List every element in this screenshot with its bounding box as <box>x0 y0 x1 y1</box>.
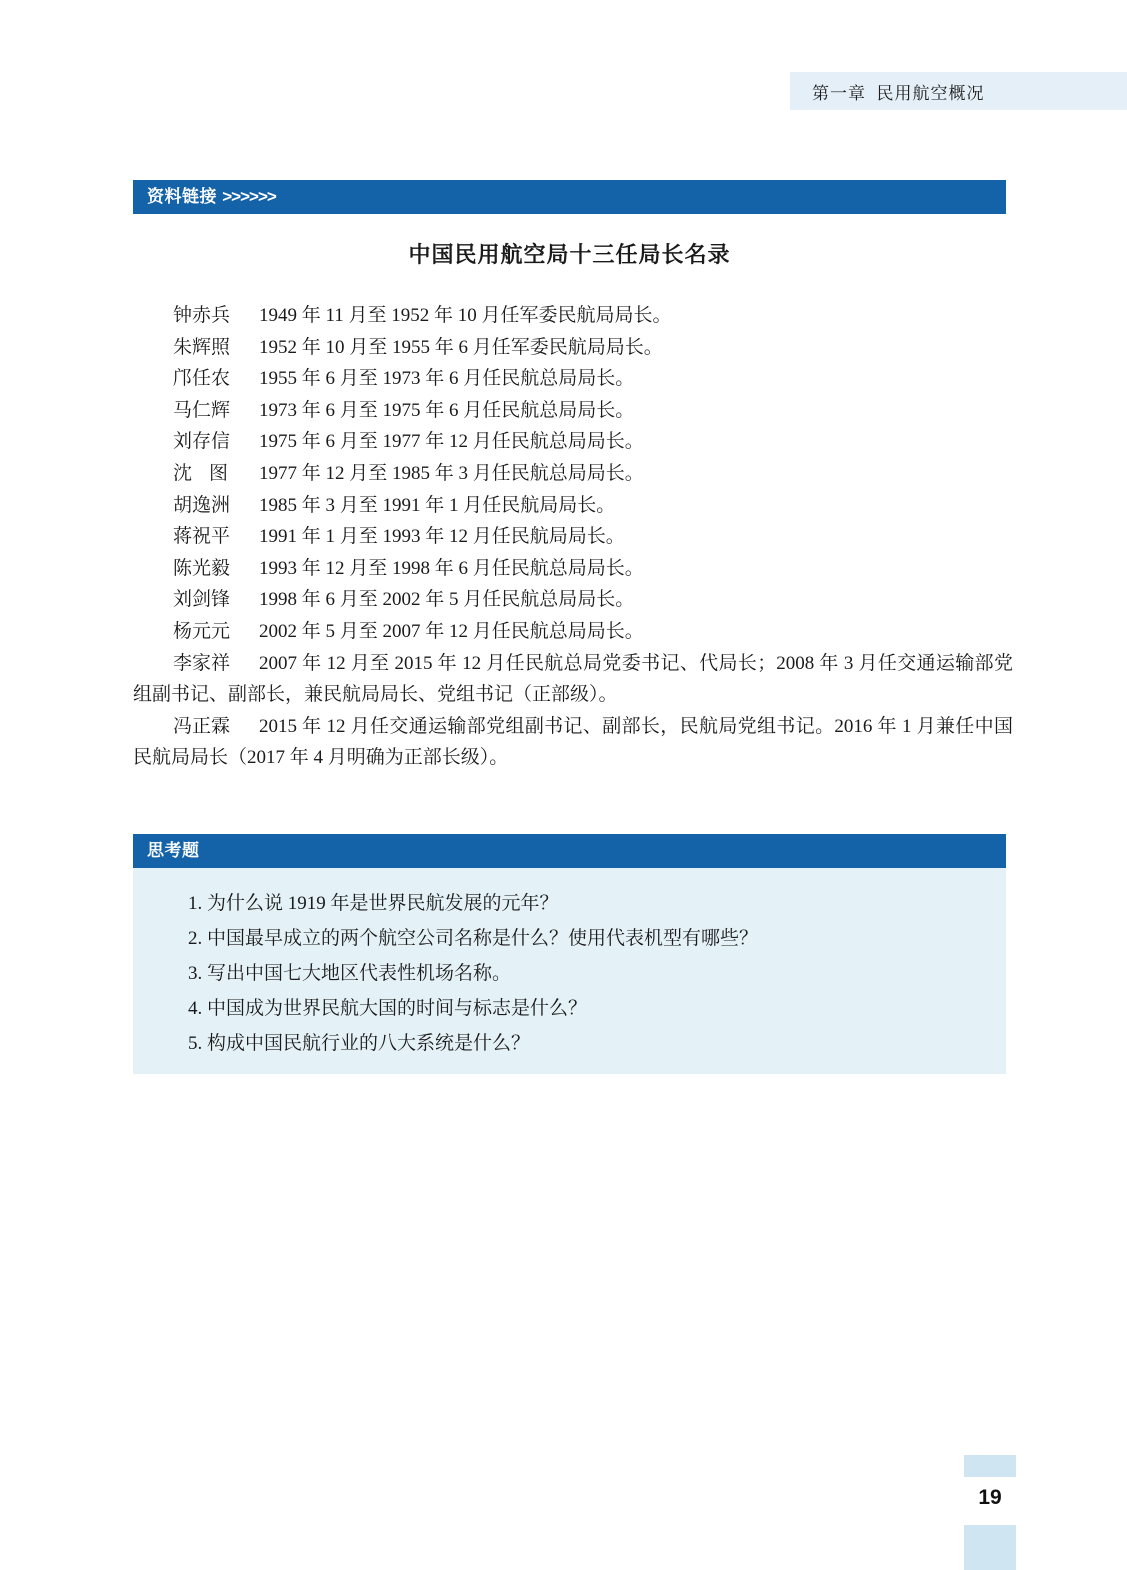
footer-decoration-top <box>964 1455 1016 1477</box>
roster-name: 蒋祝平 <box>173 526 231 548</box>
section-bar-ziliao <box>133 180 1006 214</box>
section-bar-arrows: >>>>>> <box>222 187 276 206</box>
roster-text: 1949 年 11 月至 1952 年 10 月任军委民航局局长。 <box>259 305 672 326</box>
roster-name: 刘存信 <box>173 431 231 453</box>
roster-row <box>133 332 1013 364</box>
roster-text: 1985 年 3 月至 1991 年 1 月任民航局局长。 <box>259 494 616 516</box>
questions-box <box>133 868 1006 1074</box>
question-item: 2. 中国最早成立的两个航空公司名称是什么？使用代表机型有哪些？ <box>188 928 759 949</box>
roster-name: 沈图 <box>173 462 246 484</box>
roster-text: 1975 年 6 月至 1977 年 12 月任民航总局局长。 <box>259 431 644 453</box>
roster-paragraph <box>133 648 1013 711</box>
roster-text: 2015 年 12 月任交通运输部党组副书记、副部长，民航局党组书记。2016 年 1 月兼任中国民航局局长（2017 年 4 月明确为正部长级）。 <box>133 715 1013 769</box>
roster-text: 1955 年 6 月至 1973 年 6 月任民航总局局长。 <box>259 368 635 390</box>
question-item: 5. 构成中国民航行业的八大系统是什么？ <box>188 1033 531 1054</box>
roster-text: 1952 年 10 月至 1955 年 6 月任军委民航局局长。 <box>259 336 663 358</box>
roster-text: 2007 年 12 月至 2015 年 12 月任民航总局党委书记、代局长；2008 年 3 月任交通运输部党组副书记、副部长，兼民航局局长、党组书记（正部级）。 <box>133 652 1013 706</box>
roster-row <box>133 584 1013 616</box>
chapter-title: 第一章 民用航空概况 <box>812 84 985 103</box>
roster-text: 1991 年 1 月至 1993 年 12 月任民航局局长。 <box>259 526 625 548</box>
roster-list <box>133 300 1013 774</box>
roster-title: 中国民用航空局十三任局长名录 <box>408 242 731 267</box>
question-item: 1. 为什么说 1919 年是世界民航发展的元年？ <box>188 893 559 914</box>
page-header <box>0 72 1127 110</box>
roster-name: 朱辉照 <box>173 336 231 358</box>
roster-name: 杨元元 <box>173 620 231 642</box>
roster-text: 2002 年 5 月至 2007 年 12 月任民航总局局长。 <box>259 620 644 642</box>
question-item: 4. 中国成为世界民航大国的时间与标志是什么？ <box>188 998 588 1019</box>
section-bar-ziliao-label: 资料链接 <box>147 187 217 206</box>
roster-row <box>133 490 1013 522</box>
header-band-left-fill <box>0 72 790 110</box>
roster-row <box>133 458 1013 490</box>
page-number: 19 <box>978 1486 1002 1509</box>
roster-row <box>133 300 1013 332</box>
roster-name: 邝任农 <box>173 368 231 390</box>
question-item: 3. 写出中国七大地区代表性机场名称。 <box>188 963 512 984</box>
roster-name: 陈光毅 <box>173 557 231 579</box>
footer-decoration-bottom <box>964 1525 1016 1570</box>
roster-row <box>133 426 1013 458</box>
roster-name: 李家祥 <box>173 652 231 674</box>
roster-row <box>133 363 1013 395</box>
roster-text: 1973 年 6 月至 1975 年 6 月任民航总局局长。 <box>259 399 635 421</box>
roster-paragraph <box>133 711 1013 774</box>
roster-text: 1993 年 12 月至 1998 年 6 月任民航总局局长。 <box>259 557 644 579</box>
roster-name: 马仁辉 <box>173 399 231 421</box>
roster-row <box>133 553 1013 585</box>
section-bar-sikao-label: 思考题 <box>147 841 200 860</box>
roster-name: 刘剑锋 <box>173 589 231 611</box>
roster-name: 冯正霖 <box>173 715 231 737</box>
roster-row <box>133 521 1013 553</box>
roster-name: 钟赤兵 <box>173 305 231 326</box>
roster-row <box>133 616 1013 648</box>
section-bar-sikao <box>133 834 1006 868</box>
roster-row <box>133 395 1013 427</box>
roster-name: 胡逸洲 <box>173 494 231 516</box>
roster-text: 1998 年 6 月至 2002 年 5 月任民航总局局长。 <box>259 589 635 611</box>
roster-text: 1977 年 12 月至 1985 年 3 月任民航总局局长。 <box>259 462 644 484</box>
